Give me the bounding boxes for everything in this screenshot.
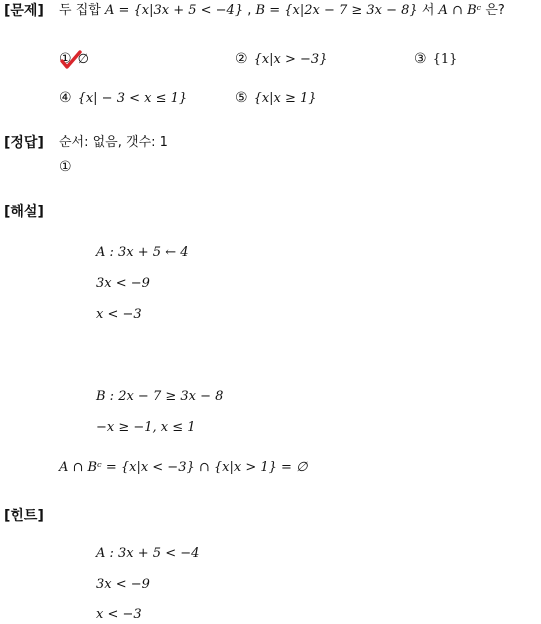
choice-1-value: ∅ bbox=[77, 52, 89, 67]
explanation-label: [해설] bbox=[4, 204, 44, 220]
set-b-definition: B = {x|2x − 7 ≥ 3x − 8} bbox=[255, 3, 418, 18]
problem-text-suffix: 은? bbox=[481, 3, 505, 18]
explanation-a-line-3: x < −3 bbox=[96, 307, 142, 322]
set-a-definition: A = {x|3x + 5 < −4} bbox=[104, 3, 244, 18]
choice-2-number: ② bbox=[235, 51, 248, 67]
choice-2[interactable] bbox=[235, 50, 327, 69]
problem-label: [문제] bbox=[4, 3, 44, 19]
answer-text: 순서: 없음, 갯수: 1 bbox=[59, 135, 168, 150]
choice-4-number: ④ bbox=[59, 90, 72, 106]
hint-label: [힌트] bbox=[4, 508, 44, 524]
problem-text-prefix: 두 집합 bbox=[59, 3, 105, 18]
selected-check bbox=[60, 50, 84, 70]
choice-3[interactable] bbox=[414, 50, 457, 69]
choice-5[interactable] bbox=[235, 89, 317, 108]
problem-statement bbox=[59, 2, 505, 20]
explanation-b-line-2: −x ≥ −1, x ≤ 1 bbox=[96, 420, 196, 435]
check-icon bbox=[60, 50, 82, 70]
hint-line-2: 3x < −9 bbox=[96, 577, 150, 592]
choice-2-value: {x|x > −3} bbox=[253, 52, 328, 67]
choice-3-value: {1} bbox=[432, 52, 458, 67]
choice-1-number: ① bbox=[59, 51, 72, 67]
hint-line-3: x < −3 bbox=[96, 607, 142, 622]
choice-5-number: ⑤ bbox=[235, 90, 248, 106]
answer-label: [정답] bbox=[4, 135, 44, 151]
problem-text-middle: 서 bbox=[417, 3, 439, 18]
choice-3-number: ③ bbox=[414, 51, 427, 67]
explanation-conclusion: A ∩ Bᶜ = {x|x < −3} ∩ {x|x > 1} = ∅ bbox=[59, 460, 308, 475]
choice-4-value: {x| − 3 < x ≤ 1} bbox=[77, 91, 188, 106]
explanation-b-line-1: B : 2x − 7 ≥ 3x − 8 bbox=[96, 389, 224, 404]
hint-line-1: A : 3x + 5 < −4 bbox=[96, 546, 200, 561]
choice-4[interactable] bbox=[59, 89, 187, 108]
explanation-a-line-1: A : 3x + 5 ← 4 bbox=[96, 245, 189, 260]
answer-number: ① bbox=[59, 159, 72, 175]
choice-5-value: {x|x ≥ 1} bbox=[253, 91, 317, 106]
problem-separator: , bbox=[243, 3, 256, 18]
problem-target: A ∩ Bᶜ bbox=[438, 3, 482, 18]
explanation-a-line-2: 3x < −9 bbox=[96, 276, 150, 291]
